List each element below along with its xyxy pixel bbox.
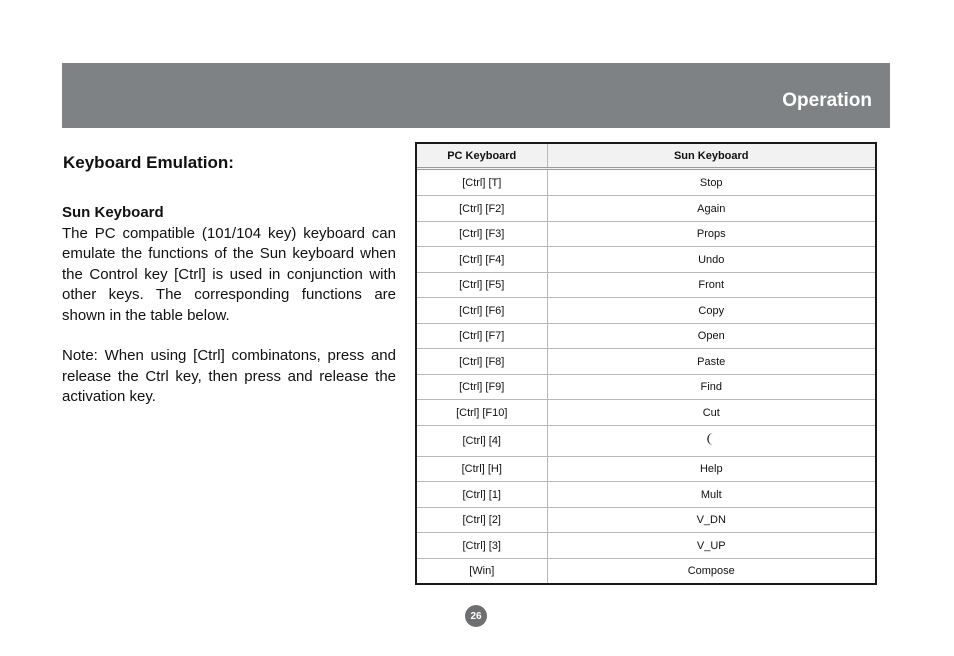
pc-key-cell: [Ctrl] [F6] — [417, 298, 547, 324]
table-header-row — [417, 144, 875, 169]
section-title: Keyboard Emulation: — [63, 153, 234, 172]
header-title: Operation — [782, 90, 872, 111]
sun-key-cell: Find — [547, 374, 875, 400]
table-row — [417, 425, 875, 456]
table-row — [417, 298, 875, 324]
sun-key-cell: Mult — [547, 482, 875, 508]
page-number-badge: 26 — [465, 605, 487, 627]
table-row — [417, 323, 875, 349]
header-sun-keyboard: Sun Keyboard — [547, 144, 875, 169]
pc-key-cell: [Ctrl] [F7] — [417, 323, 547, 349]
sun-key-cell: Front — [547, 272, 875, 298]
intro-text-block — [62, 203, 396, 408]
sun-key-cell: Help — [547, 456, 875, 482]
pc-key-cell: [Ctrl] [F8] — [417, 349, 547, 375]
sun-keyboard-subtitle: Sun Keyboard — [62, 204, 164, 221]
sun-key-cell: Compose — [687, 564, 735, 577]
pc-key-cell: [Ctrl] [F4] — [417, 247, 547, 273]
pc-key-cell: [Ctrl] [F2] — [417, 196, 547, 222]
sun-key-cell: V_DN — [547, 507, 875, 533]
pc-key-cell: [Ctrl] [T] — [417, 169, 547, 196]
header-bar — [62, 63, 890, 128]
header-pc-keyboard: PC Keyboard — [417, 144, 547, 169]
table-row — [417, 507, 875, 533]
sun-key-cell: Paste — [547, 349, 875, 375]
table-row — [417, 558, 875, 583]
sun-key-cell: V_UP — [547, 533, 875, 559]
sun-key-cell: Again — [547, 196, 875, 222]
table-row — [417, 169, 875, 196]
pc-key-cell: [Ctrl] [F9] — [417, 374, 547, 400]
sun-key-cell: Undo — [547, 247, 875, 273]
pc-key-cell: [Ctrl] [1] — [417, 482, 547, 508]
table-row — [417, 400, 875, 426]
table-row — [417, 482, 875, 508]
sun-key-cell: Cut — [547, 400, 875, 426]
key-mapping-table — [415, 142, 877, 585]
sun-key-cell: Props — [547, 221, 875, 247]
pc-key-cell: [Ctrl] [F3] — [417, 221, 547, 247]
sun-key-cell: Open — [547, 323, 875, 349]
sun-key-cell — [547, 425, 875, 456]
table-row — [417, 349, 875, 375]
pc-key-cell: [Ctrl] [F5] — [417, 272, 547, 298]
sun-key-cell: Copy — [547, 298, 875, 324]
table-row — [417, 374, 875, 400]
table-row — [417, 247, 875, 273]
table-row — [417, 533, 875, 559]
sun-key-cell: Stop — [547, 169, 875, 196]
table-row — [417, 456, 875, 482]
pc-key-cell: [Ctrl] [4] — [417, 425, 547, 456]
intro-paragraph: The PC compatible (101/104 key) keyboard can emulate the functions of the Sun keyboard when the Control key [Ctrl] is used in conjunction with other keys. The corresponding functions are shown in the table below. — [62, 224, 396, 324]
pc-key-cell: [Ctrl] [3] — [417, 533, 547, 559]
table-row — [417, 272, 875, 298]
table-row — [417, 221, 875, 247]
pc-key-cell: [Ctrl] [F10] — [417, 400, 547, 426]
table-row — [417, 196, 875, 222]
note-paragraph: Note: When using [Ctrl] combinatons, press and release the Ctrl key, then press and release the activation key. — [62, 347, 396, 405]
pc-key-cell: [Ctrl] [2] — [417, 507, 547, 533]
pc-key-cell: [Ctrl] [H] — [417, 456, 547, 482]
pc-key-cell: [Win] — [417, 558, 547, 583]
crescent-moon-icon — [705, 432, 717, 446]
